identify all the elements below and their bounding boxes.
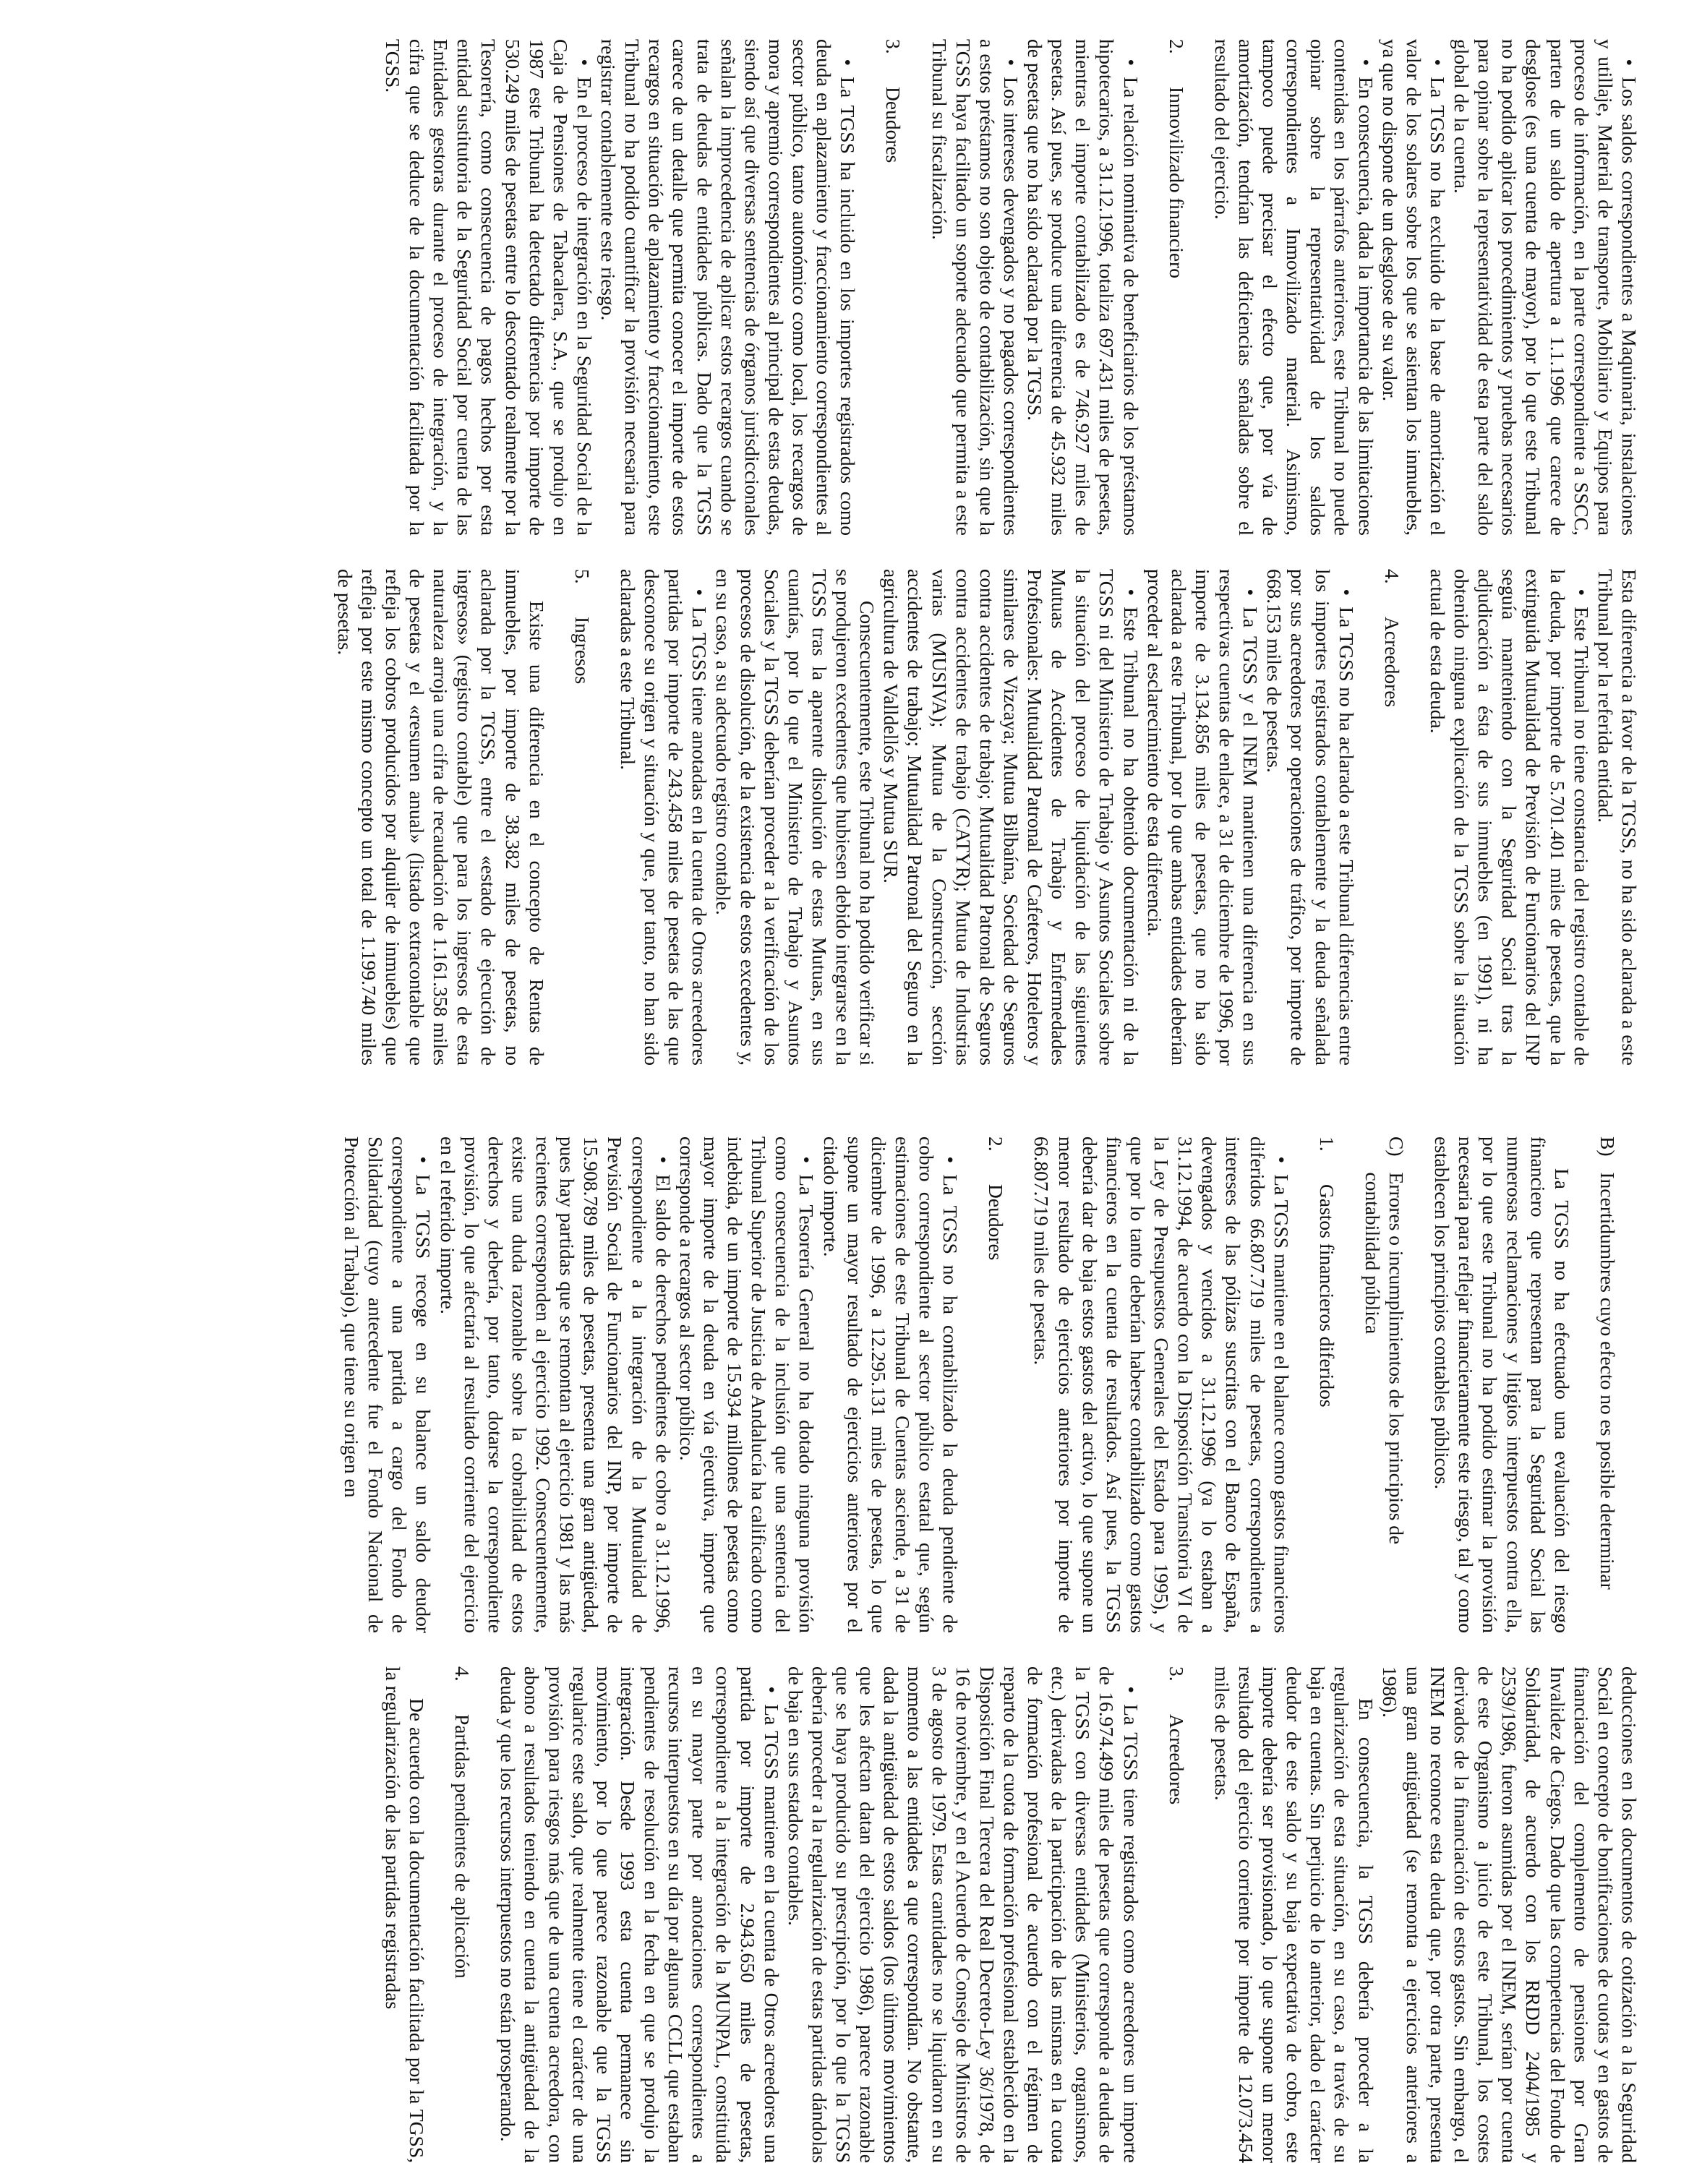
paragraph-text: La TGSS tiene anotadas en la cuenta de Otros acreedores partidas por importe de 243.458 miles de pesetas de las que desconoce su origen y situación y que, por tanto, no han sido aclaradas a este Tribunal.: [617, 569, 711, 1066]
bullet-paragraph: [819, 1136, 963, 1633]
bullet-paragraph: [496, 1666, 784, 2163]
bullet-paragraph: [1262, 569, 1359, 1066]
bullet-paragraph: [1143, 569, 1263, 1066]
text-column-4: [36, 1666, 1641, 2163]
section-heading: [1380, 569, 1404, 1066]
paragraph: De acuerdo con la documentación facilitada por la TGSS, la regularización de las partidas registradas: [382, 1666, 429, 2163]
paragraph-text: La TGSS recoge en su balance un saldo deudor correspondiente a una partida a cargo del Fondo de Solidaridad (cuyo antecedente fue el Fondo Nacional de Protección al Trabajo), que tiene su origen en: [341, 1136, 435, 1633]
bullet-icon: •: [795, 1156, 818, 1164]
paragraph-text: La TGSS tiene registrados como acreedores un importe de 16.974.499 miles de pesetas que corresponde a deudas de la TGSS con diversas entidades (Ministerios, organismos, etc.) derivadas de la participación de las mismas en la cuota de formación profesional de acuerdo con el régimen de reparto de la cuota de formación profesional establecido en la Disposición Final Tercera del Real Decreto-Ley 36/1978, de 16 de noviembre, y en el Acuerdo de Consejo de Ministros de 3 de agosto de 1979. Estas cantidades no se liquidaron en su momento a las entidades a que correspondían. No obstante, dada la antigüedad de estos saldos (los últimos movimientos que les afectan datan del ejercicio 1986), parece razonable que se haya producido su prescripción, por lo que la TGSS debería proceder a la regularización de estas partidas dándolas de baja en sus estados contables.: [784, 1666, 1142, 2163]
text-column-1: [36, 39, 1641, 536]
bullet-paragraph: [616, 569, 712, 1066]
section-title: Deudores: [985, 1184, 1008, 1261]
bullet-icon: •: [1618, 59, 1641, 67]
section-number: 3.: [882, 39, 905, 54]
paragraph-text: La TGSS y el INEM mantienen una diferencia en sus respectivas cuentas de enlace, a 31 de diciembre de 1996, por importe de 3.134.856 miles de pesetas, que no ha sido aclarada a este Tribunal, por lo que ambas entidades deberían proceder al esclarecimiento de esta diferencia.: [1143, 569, 1262, 1066]
bullet-paragraph: [1450, 39, 1641, 536]
section-number: B): [1596, 1136, 1619, 1157]
section-title: Deudores: [882, 87, 905, 163]
bullet-icon: •: [837, 59, 860, 67]
section-number: 2.: [985, 1136, 1008, 1152]
bullet-paragraph: [436, 1136, 675, 1633]
paragraph-text: El saldo de derechos pendientes de cobro a 31.12.1996, correspondiente a la integración de la Mutualidad de Previsión Social de Funcionarios del INP, por importe de 15.908.789 miles de pesetas, presenta una gran antigüedad, pues hay partidas que se remontan al ejercicio 1981 y las más recientes corresponden al ejercicio 1992. Consecuentemente, existe una duda razonable sobre la cobrabilidad de estos derechos y debería, por tanto, dotarse la correspondiente provisión, lo que afectaría al resultado corriente del ejercicio en el referido importe.: [436, 1136, 675, 1633]
bullet-icon: •: [1119, 1686, 1142, 1694]
bullet-paragraph: [1023, 39, 1143, 536]
bullet-paragraph: [928, 39, 1024, 536]
bullet-icon: •: [412, 1156, 435, 1164]
section-heading: [570, 569, 594, 1066]
page-right-half: [36, 1136, 1641, 2163]
paragraph-text: La TGSS no ha contabilizado la deuda pendiente de cobro correspondiente al sector público estatal que, según estimaciones de este Tribunal de Cuentas asciende, a 31 de diciembre de 1996, a 12.295.131 miles de pesetas, lo que supone un mayor resultado de ejercicios anteriores por el citado importe.: [819, 1136, 962, 1633]
section-heading: [450, 1666, 474, 2163]
section-heading: [984, 1136, 1008, 1633]
bullet-icon: •: [1119, 588, 1142, 596]
section-number: 2.: [1165, 39, 1188, 54]
paragraph-text: La TGSS no ha excluido de la base de amortización el valor de los solares sobre los que se asientan los inmuebles, ya que no dispone de un desglose de su valor.: [1378, 39, 1449, 536]
section-heading: [1165, 1666, 1189, 2163]
bullet-icon: •: [1270, 1156, 1293, 1164]
section-title: Ingresos: [570, 617, 594, 685]
paragraph: Existe una diferencia en el concepto de Rentas de inmuebles, por importe de 38.382 miles de pesetas, no aclarada por la TGSS, entre el «estado de ejecución de ingresos» (registro contable) que para los ingresos de esta naturaleza arroja una cifra de recaudación de 1.161.358 miles de pesetas y el «resumen anual» (listado extracontable que refleja los cobros producidos por alquiler de inmuebles) que refleja por este mismo concepto un total de 1.199.740 miles de pesetas.: [333, 569, 548, 1066]
bullet-paragraph: [1378, 39, 1450, 536]
paragraph-text: Este Tribunal no tiene constancia del registro contable de la deuda, por importe de 5.701.401 miles de pesetas, que la extinguida Mutualidad de Previsión de Funcionarios del INP seguía manteniendo con la Seguridad Social tras la adjudicación a ésta de sus inmuebles (en 1991), ni ha obtenido ninguna explicación de la TGSS sobre la situación actual de esta deuda.: [1427, 569, 1593, 1066]
bullet-icon: •: [760, 1686, 783, 1694]
bullet-icon: •: [573, 59, 596, 67]
bullet-icon: •: [1239, 588, 1262, 596]
section-label: [1596, 1136, 1620, 1633]
paragraph-text: En el proceso de integración en la Seguridad Social de la Caja de Pensiones de Tabacalera, S.A., que se produjo en 1987 este Tribunal ha detectado diferencias por importe de 530.249 miles de pesetas entre lo descontado realmente por la Tesorería, como consecuencia de pagos hechos por esta entidad sustitutoria de la Seguridad Social por cuenta de las Entidades gestoras durante el proceso de integración, y la cifra que se deduce de la documentación facilitada por la TGSS.: [382, 39, 596, 536]
paragraph-text: Los intereses devengados y no pagados correspondientes a estos préstamos no son objeto de contabilización, sin que la TGSS haya facilitado un soporte adecuado que permita a este Tribunal su fiscalización.: [928, 39, 1022, 536]
paragraph: En consecuencia, la TGSS debería proceder a la regularización de esta situación, en su caso, a través de su baja en cuentas. Sin perjuicio de lo anterior, dado el carácter deudor de este saldo y su baja expectativa de cobro, este importe debería ser provisionado, lo que supone un menor resultado del ejercicio corriente por importe de 12.073.454 miles de pesetas.: [1210, 1666, 1377, 2163]
bullet-icon: •: [939, 1156, 962, 1164]
section-title: Acreedores: [1380, 617, 1403, 708]
section-title: Acreedores: [1165, 1714, 1188, 1805]
bullet-paragraph: [597, 39, 860, 536]
section-title: Gastos financieros diferidos: [1315, 1184, 1338, 1408]
paragraph-text: La TGSS mantiene en el balance como gastos financieros diferidos 66.807.719 miles de pesetas, correspondientes a intereses de las pólizas suscritas con el Banco de España, devengados y vencidos a 31.12.1996 (ya lo estaban a 31.12.1994, de acuerdo con la Disposición Transitoria VI de la Ley de Presupuestos Generales del Estado para 1995), y que por lo tanto deberían haberse contabilizado como gastos financieros en la cuenta de resultados. Así pues, la TGSS debería dar de baja estos gastos del activo, lo que supone un menor resultado de ejercicios anteriores por importe de 66.807.719 miles de pesetas.: [1030, 1136, 1293, 1633]
section-title: Inmovilizado financiero: [1165, 87, 1188, 278]
bullet-paragraph: [879, 569, 1142, 1066]
paragraph-text: Este Tribunal no ha obtenido documentación ni de la TGSS ni del Ministerio de Trabajo y Asuntos Sociales sobre la situación del proceso de liquidación de las siguientes Mutuas de Accidentes de Trabajo y Enfermedades Profesionales: Mutualidad Patronal de Cafeteros, Hoteleros y similares de Vizcaya; Mutua Bilbaína, Sociedad de Seguros contra accidentes de trabajo; Mutualidad Patronal de Seguros contra accidentes de trabajo (CATYR); Mutua de Industrias varias (MUSIVA); Mutua de la Construcción, sección accidentes de trabajo; Mutualidad Patronal del Seguro en la agricultura de Valldellós y Mutua SUR.: [880, 569, 1142, 1066]
bullet-paragraph: [1426, 569, 1594, 1066]
section-number: 5.: [570, 569, 594, 584]
paragraph: Consecuentemente, este Tribunal no ha podido verificar si se produjeron excedentes que hubiesen debido integrarse en la TGSS tras la aparente disolución de estas Mutuas, en sus cuantías, por lo que el Ministerio de Trabajo y Asuntos Sociales y la TGSS deberían proceder a la verificación de los procesos de disolución, de la existencia de estos excedentes y, en su caso, a su adecuado registro contable.: [712, 569, 879, 1066]
section-number: 4.: [1380, 569, 1403, 584]
bullet-paragraph: [381, 39, 597, 536]
bullet-paragraph: [784, 1666, 1143, 2163]
paragraph: Esta diferencia a favor de la TGSS, no ha sido aclarada a este Tribunal por la referida entidad.: [1594, 569, 1641, 1066]
section-number: 3.: [1165, 1666, 1188, 1682]
text-column-2: [36, 569, 1641, 1066]
section-title: Incertidumbres cuyo efecto no es posible determinar: [1596, 1172, 1619, 1590]
text-column-3: [36, 1136, 1641, 1633]
paragraph-text: En consecuencia, dada la importancia de las limitaciones contenidas en los párrafos anteriores, este Tribunal no puede opinar sobre la representatividad de los saldos correspondientes a Inmovilizado material. Asimismo, tampoco puede precisar el efecto que, por vía de amortización, tendrían las deficiencias señaladas sobre el resultado del ejercicio.: [1210, 39, 1377, 536]
bullet-icon: •: [688, 588, 711, 596]
bullet-icon: •: [651, 1156, 675, 1164]
bullet-icon: •: [1354, 59, 1377, 67]
paragraph-text: La TGSS mantiene en la cuenta de Otros acreedores una partida por importe de 2.943.650 miles de pesetas, correspondiente a la integración de la MUNPAL, constituida en su mayor parte por anotaciones correspondientes a recursos interpuestos en su día por algunas CCLL que estaban pendientes de resolución en la fecha en que se produjo la integración. Desde 1993 esta cuenta permanece sin movimiento, por lo que parece razonable que la TGSS regularice este saldo, que realmente tiene el carácter de una provisión para riesgos más que de una cuenta acreedora, con abono a resultados teniendo en cuenta la antigüedad de la deuda y que los recursos interpuestos no están prosperando.: [497, 1666, 783, 2163]
section-title: Partidas pendientes de aplicación: [451, 1714, 474, 1979]
bullet-icon: •: [1570, 588, 1593, 596]
section-title: Errores o incumplimientos de los principios de contabilidad pública: [1361, 1172, 1408, 1545]
bullet-icon: •: [1335, 588, 1358, 596]
bullet-paragraph: [675, 1136, 819, 1633]
paragraph-text: La TGSS no ha aclarado a este Tribunal diferencias entre los importes registrados contablemente y la deuda señalada por sus acreedores por operaciones de tráfico, por importe de 668.153 miles de pesetas.: [1263, 569, 1358, 1066]
paragraph-text: La relación nominativa de beneficiarios de los préstamos hipotecarios, a 31.12.1996, totaliza 697.431 miles de pesetas, mientras el importe contabilizado es de 746.927 miles de pesetas. Así pues, se produce una diferencia de 45.932 miles de pesetas que no ha sido aclarada por la TGSS.: [1024, 39, 1142, 536]
section-number: C): [1385, 1136, 1408, 1157]
paragraph: La TGSS no ha efectuado una evaluación del riesgo financiero que representan para la Seguridad Social las numerosas reclamaciones y litigios interpuestos contra ella, por lo que este Tribunal no ha podido estimar la provisión necesaria para reflejar financieramente este riesgo, tal y como establecen los principios contables públicos.: [1431, 1136, 1573, 1633]
section-label: [1361, 1136, 1408, 1633]
section-number: 1.: [1315, 1136, 1338, 1152]
page-left-half: [36, 39, 1641, 1066]
paragraph-text: Los saldos correspondientes a Maquinaria, instalaciones y utillaje, Material de transporte, Mobiliario y Equipos para proceso de información, en la parte correspondiente a SSCC, parten de un saldo de apertura a 1.1.1996 que carece de desglose (es una cuenta de mayor), por lo que este Tribunal no ha podido aplicar los procedimientos y pruebas necesarios para opinar sobre la representatividad de esta parte del saldo global de la cuenta.: [1450, 39, 1641, 536]
section-number: 4.: [451, 1666, 474, 1682]
bullet-icon: •: [1119, 59, 1142, 67]
bullet-paragraph: [1030, 1136, 1293, 1633]
bullet-paragraph: [340, 1136, 436, 1633]
paragraph-text: La Tesorería General no ha dotado ninguna provisión como consecuencia de la inclusión que una sentencia del Tribunal Superior de Justicia de Andalucía ha calificado como indebida, de un importe de 15.934 millones de pesetas como mayor importe de la deuda en vía ejecutiva, importe que corresponde a recargos al sector público.: [675, 1136, 818, 1633]
bullet-icon: •: [1000, 59, 1022, 67]
section-heading: [1315, 1136, 1339, 1633]
section-heading: [1165, 39, 1189, 536]
bullet-icon: •: [1427, 59, 1449, 67]
paragraph: deducciones en los documentos de cotización a la Seguridad Social en concepto de bonificaciones de cuotas y en gastos de financiación del complemento de pensiones por Gran Invalidez de Ciegos. Dado que las competencias del Fondo de Solidaridad, de acuerdo con los RRDD 2404/1985 y 2539/1986, fueron asumidas por el INEM, serían por cuenta de este Organismo a juicio de este Tribunal, los costes derivados de la financiación de estos gastos. Sin embargo, el INEM no reconoce esta deuda que, por otra parte, presenta una gran antigüedad (se remonta a ejercicios anteriores a 1986).: [1378, 1666, 1641, 2163]
bullet-paragraph: [1210, 39, 1378, 536]
paragraph-text: La TGSS ha incluido en los importes registrados como deuda en aplazamiento y fraccionamiento correspondientes al sector público, tanto autonómico como local, los recargos de mora y apremio correspondientes al principal de estas deudas, siendo así que diversas sentencias de órganos jurisdiccionales señalan la improcedencia de aplicar estos recargos cuando se trata de deudas de entidades públicas. Dado que la TGSS carece de un detalle que permita conocer el importe de estos recargos en situación de aplazamiento y fraccionamiento, este Tribunal no ha podido cuantificar la provisión necesaria para registrar contablemente este riesgo.: [597, 39, 860, 536]
section-heading: [881, 39, 905, 536]
